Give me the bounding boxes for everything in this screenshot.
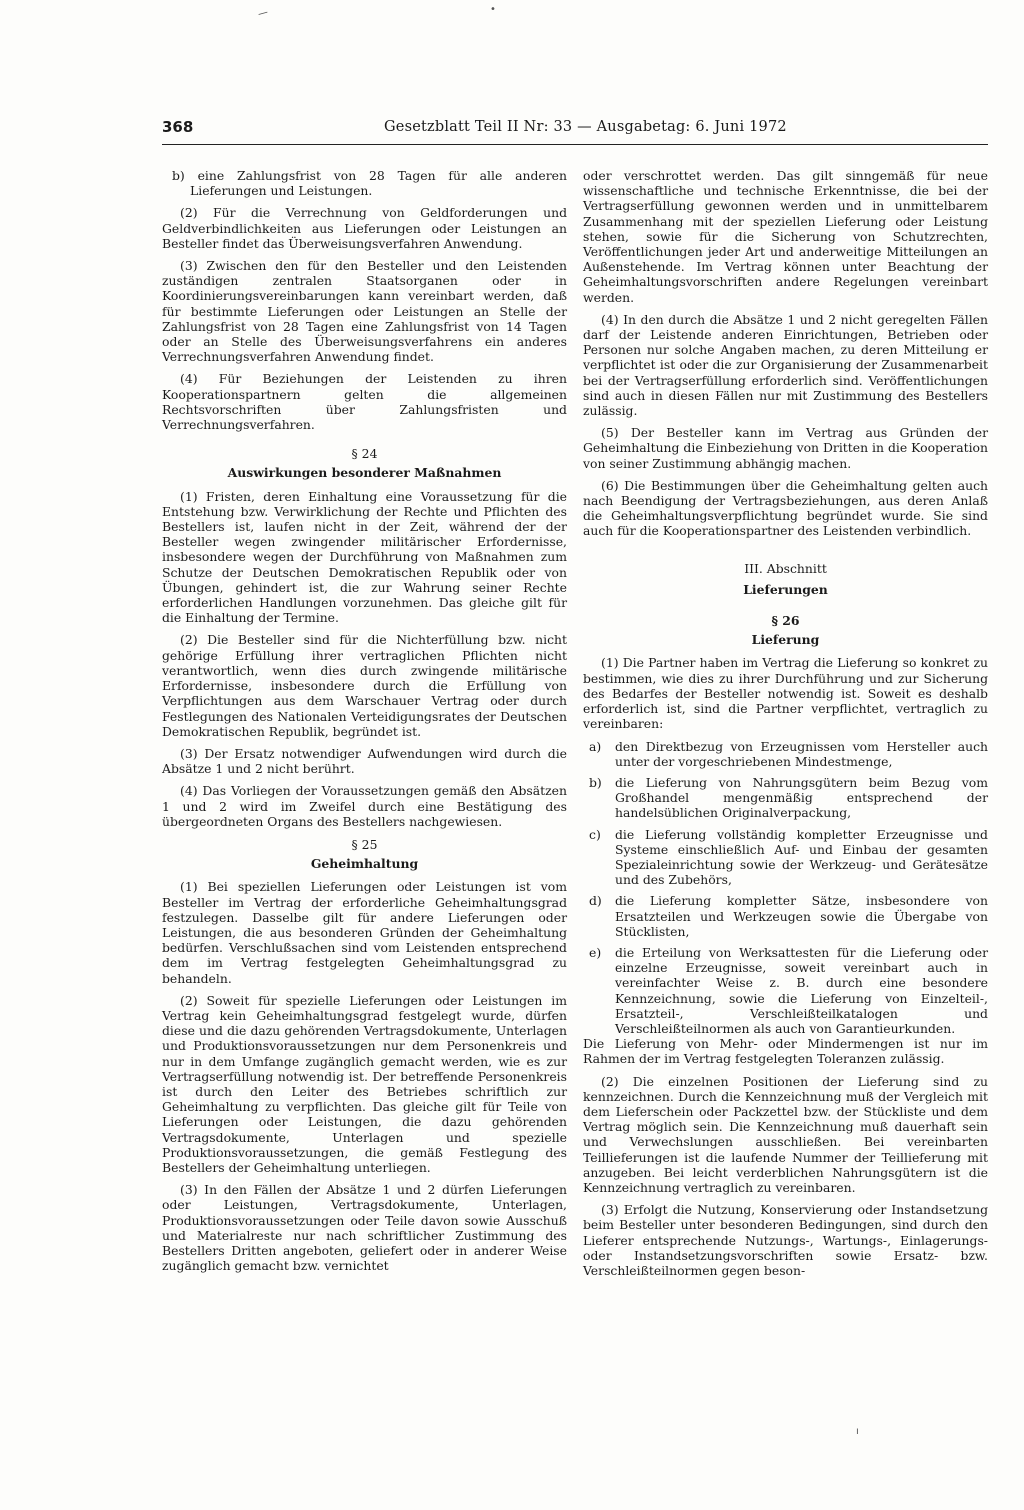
list-item [583, 893, 988, 939]
paragraph: b) eine Zahlungsfrist von 28 Tagen für alle anderen Lieferungen und Leistungen. [172, 168, 567, 199]
list-item [583, 827, 988, 888]
list-item-label: a) [589, 738, 602, 754]
paragraph: (1) Die Partner haben im Vertrag die Lieferung so konkret zu bestimmen, wie dies zu ihrer Durchführung und zur Sicherung des Bedarfes der Besteller notwendig ist. Soweit es deshalb erforderlich ist, sind die Partner verpflichtet, vertraglich zu vereinbaren: [583, 655, 988, 732]
chapter-title: Lieferungen [743, 581, 828, 597]
list-item-label: e) [589, 944, 602, 960]
list-item-text: die Erteilung von Werksattesten für die Lieferung oder einzelne Erzeugnisse, soweit vereinbart auch in vereinfachter Weise z. B. durch eine besondere Kennzeichnung, sowie die Lieferung von Einzelteil-, Ersatzteil-, Verschleißteilkatalogen und Verschleißteilnormen als auch von Garantieurkunden. [615, 944, 988, 1036]
paragraph: (3) Der Ersatz notwendiger Aufwendungen wird durch die Absätze 1 und 2 nicht berührt. [162, 745, 567, 777]
section-number: § 25 [351, 836, 378, 852]
left-column [162, 168, 567, 1280]
list-item-text: die Lieferung von Nahrungsgütern beim Bezug vom Großhandel mengenmäßig entsprechend der handelsüblichen Originalverpackung, [615, 774, 988, 821]
list-item [583, 739, 988, 769]
scan-mark: — [256, 6, 270, 21]
paragraph: (2) Soweit für spezielle Lieferungen oder Leistungen im Vertrag kein Geheimhaltungsgrad festgelegt wurde, dürfen diese und die dazu gehörenden Vertragsdokumente, Unterlagen und Produktionsvoraussetzungen nur dem Personenkreis und nur in dem Umfange zugänglich gemacht werden, wie es zur Vertragserfüllung notwendig ist. Der betreffende Personenkreis ist durch den Leiter des Betriebes schriftlich zur Geheimhaltung zu verpflichten. Das gleiche gilt für Teile von Lieferungen oder Leistungen, die dazu gehörenden Vertragsdokumente, Unterlagen und spezielle Produktionsvoraussetzungen, die gemäß Festlegung des Bestellers der Geheimhaltung unterliegen. [162, 992, 567, 1175]
section-title: Geheimhaltung [310, 856, 419, 872]
paragraph: (1) Fristen, deren Einhaltung eine Voraussetzung für die Entstehung bzw. Verwirklichung der Rechte und Pflichten des Bestellers ist, laufen nicht in der Zeit, während der der Besteller wegen zwingender militärischer Erfordernisse, insbesondere wegen der Durchführung von Maßnahmen zum Schutze der Deutschen Demokratischen Republik oder von Übungen, gehindert ist, die zur Wahrung seiner Rechte erforderlichen Handlungen vorzunehmen. Das gleiche gilt für die Einhaltung der Termine. [162, 488, 567, 626]
chapter-number: III. Abschnitt [744, 560, 827, 576]
paragraph: (5) Der Besteller kann im Vertrag aus Gründen der Geheimhaltung die Einbeziehung von Dritten in die Kooperation von seiner Zustimmung abhängig machen. [583, 425, 988, 471]
section-number: § 26 [771, 613, 800, 629]
paragraph: (4) In den durch die Absätze 1 und 2 nicht geregelten Fällen darf der Leistende anderen Einrichtungen, Betrieben oder Personen nur solche Angaben machen, zu deren Mitteilung er verpflichtet ist oder die zur Organisierung der Zusammenarbeit bei der Vertragserfüllung erforderlich sind. Veröffentlichungen sind auch in diesen Fällen nur mit Zustimmung des Bestellers zulässig. [583, 311, 988, 419]
list-item-text: den Direktbezug von Erzeugnissen vom Hersteller auch unter der vorgeschriebenen Mindestmenge, [615, 738, 988, 769]
paragraph: (1) Bei speziellen Lieferungen oder Leistungen ist vom Besteller im Vertrag der erforderliche Geheimhaltungsgrad festzulegen. Dasselbe gilt für andere Lieferungen oder Leistungen, die aus besonderen Gründen der Geheimhaltung bedürfen. Verschlußsachen sind vom Leistenden entsprechend dem im Vertrag festgelegten Geheimhaltungsgrad zu behandeln. [162, 879, 567, 986]
paragraph: (3) Zwischen den für den Besteller und den Leistenden zuständigen zentralen Staatsorganen oder in Koordinierungsvereinbarungen kann vereinbart werden, daß für bestimmte Lieferungen oder Leistungen an Stelle der Zahlungsfrist von 28 Tagen eine Zahlungsfrist von 14 Tagen oder an Stelle des Überweisungsverfahrens ein anderes Verrechnungsverfahren Anwendung findet. [162, 258, 567, 365]
paragraph: (2) Für die Verrechnung von Geldforderungen und Geldverbindlichkeiten aus Lieferungen oder Leistungen an Besteller findet das Überweisungsverfahren Anwendung. [162, 205, 567, 251]
paragraph: Die Lieferung von Mehr- oder Mindermengen ist nur im Rahmen der im Vertrag festgelegten Toleranzen zulässig. [583, 1036, 988, 1067]
paragraph: (3) In den Fällen der Absätze 1 und 2 dürfen Lieferungen oder Leistungen, Vertragsdokumente, Unterlagen, Produktionsvoraussetzungen oder Teile davon sowie Ausschuß und Materialreste nur nach schriftlicher Zustimmung des Bestellers Dritten angeboten, geliefert oder in anderer Weise zugänglich gemacht bzw. vernichtet [162, 1182, 567, 1274]
list-item-text: die Lieferung vollständig kompletter Erzeugnisse und Systeme einschließlich Auf- und Einbau der gesamten Spezialeinrichtung sowie der Werkzeug- und Gerätesätze und des Zubehörs, [615, 826, 988, 888]
list-item-label: b) [589, 774, 602, 790]
paragraph: (4) Das Vorliegen der Voraussetzungen gemäß den Absätzen 1 und 2 wird im Zweifel durch eine Bestätigung des übergeordneten Organs des Bestellers nachgewiesen. [162, 783, 567, 829]
paragraph: (2) Die Besteller sind für die Nichterfüllung bzw. nicht gehörige Erfüllung ihrer vertraglichen Pflichten nicht verantwortlich, wenn dies durch zwingende militärische Erfordernisse, insbesondere durch die Erfüllung von Verpflichtungen aus dem Warschauer Vertrag oder durch Festlegungen des Nationalen Verteidigungsrates der Deutschen Demokratischen Republik, begründet ist. [162, 632, 567, 739]
section-number: § 24 [351, 446, 378, 462]
page-header [162, 116, 988, 145]
scan-mark: ı [856, 1426, 859, 1437]
list-item-text: die Lieferung kompletter Sätze, insbesondere von Ersatzteilen und Werkzeugen sowie die Übergabe von Stücklisten, [615, 893, 988, 939]
scan-dot: • [490, 4, 496, 15]
list-item [583, 945, 988, 1036]
running-title: Gesetzblatt Teil II Nr: 33 — Ausgabetag: 6. Juni 1972 [384, 119, 787, 135]
enumerated-list [583, 739, 988, 1037]
paragraph: (6) Die Bestimmungen über die Geheimhaltung gelten auch nach Beendigung der Vertragsbeziehungen, aus deren Anlaß die Geheimhaltungsverpflichtung begründet wurde. Sie sind auch für die Kooperationspartner des Leistenden verbindlich. [583, 477, 988, 539]
list-item-label: c) [589, 826, 601, 842]
right-column [583, 168, 988, 1285]
paragraph: (3) Erfolgt die Nutzung, Konservierung oder Instandsetzung beim Besteller unter besonderen Bedingungen, sind durch den Lieferer entsprechende Nutzungs-, Wartungs-, Einlagerungs- oder Instandsetzungsvorschriften sowie Ersatz- bzw. Verschleißteilnormen gegen beson- [583, 1202, 988, 1278]
section-title: Auswirkungen besonderer Maßnahmen [227, 465, 502, 481]
list-item-label: d) [589, 893, 602, 909]
section-title: Lieferung [751, 632, 820, 648]
list-item [583, 775, 988, 821]
paragraph: (2) Die einzelnen Positionen der Lieferung sind zu kennzeichnen. Durch die Kennzeichnung muß der Vergleich mit dem Lieferschein oder Packzettel bzw. der Stückliste und dem Vertrag möglich sein. Die Kennzeichnung muß dauerhaft sein und Verwechslungen ausschließen. Bei vereinbarten Teillieferungen ist die laufende Nummer der Teillieferung mit anzugeben. Bei leicht verderblichen Nahrungsgütern ist die Kennzeichnung vertraglich zu vereinbaren. [583, 1073, 988, 1195]
paragraph: (4) Für Beziehungen der Leistenden zu ihren Kooperationspartnern gelten die allgemeinen Rechtsvorschriften über Zahlungsfristen und Verrechnungsverfahren. [162, 371, 567, 433]
page-number: 368 [162, 118, 194, 136]
paragraph: oder verschrottet werden. Das gilt sinngemäß für neue wissenschaftliche und technische Erkenntnisse, die bei der Vertragserfüllung gewonnen werden und in unmittelbarem Zusammenhang mit der speziellen Lieferung oder Leistung stehen, sowie für die Sicherung von Schutzrechten, Veröffentlichungen jeder Art und anderweitige Mitteilungen an Außenstehende. Im Vertrag können unter Beachtung der Geheimhaltungsvorschriften andere Regelungen vereinbart werden. [583, 168, 988, 305]
